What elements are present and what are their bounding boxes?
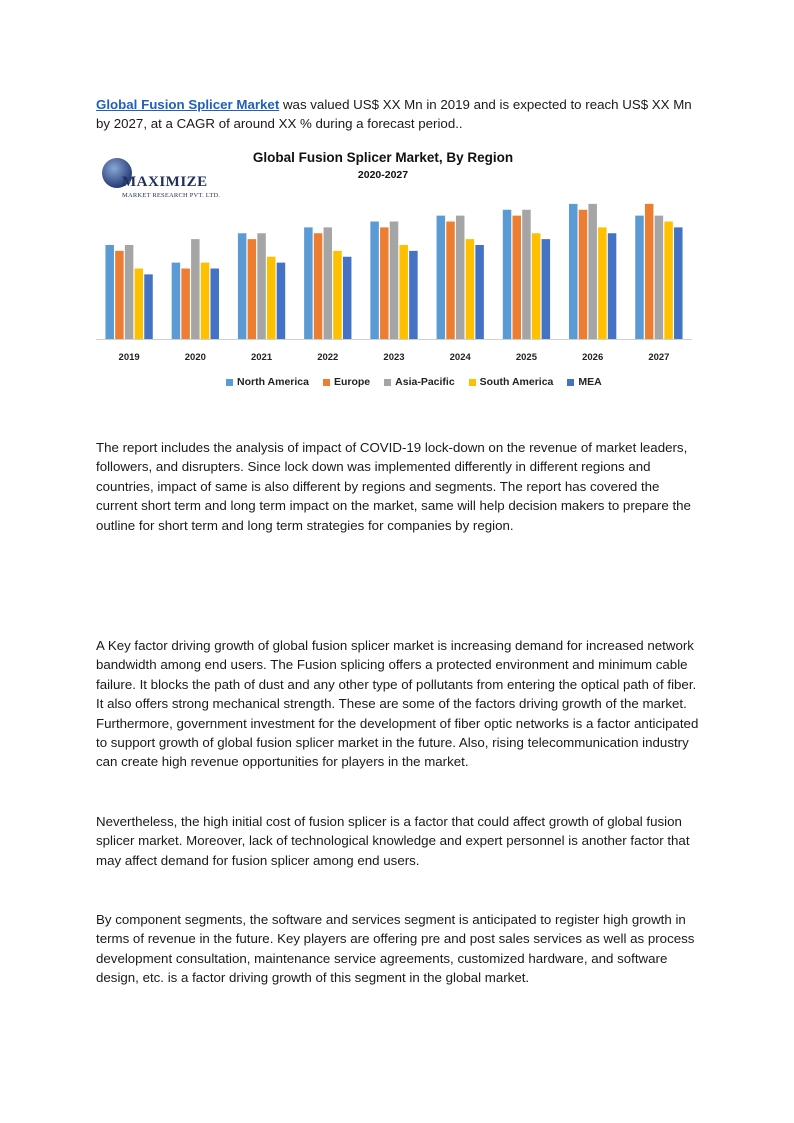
bar-asia-pacific-2027 bbox=[655, 216, 664, 339]
bar-north-america-2021 bbox=[238, 233, 247, 339]
region-chart bbox=[96, 146, 696, 396]
chart-subtitle: 2020-2027 bbox=[357, 169, 409, 181]
x-tick-label: 2023 bbox=[383, 352, 405, 363]
legend-item bbox=[384, 376, 455, 388]
bar-asia-pacific-2021 bbox=[257, 233, 266, 339]
logo-main-text: MAXIMIZE bbox=[122, 174, 208, 190]
bar-mea-2022 bbox=[343, 257, 352, 339]
bar-south-america-2022 bbox=[333, 251, 342, 339]
bar-mea-2021 bbox=[277, 263, 286, 339]
bar-mea-2020 bbox=[210, 269, 219, 340]
bar-north-america-2025 bbox=[503, 210, 512, 339]
bar-south-america-2023 bbox=[399, 245, 408, 339]
x-tick-label: 2022 bbox=[317, 352, 339, 363]
legend-swatch bbox=[469, 379, 476, 386]
bar-south-america-2025 bbox=[532, 233, 541, 339]
bar-mea-2024 bbox=[475, 245, 484, 339]
bar-mea-2023 bbox=[409, 251, 418, 339]
x-tick-label: 2021 bbox=[250, 352, 273, 363]
bar-south-america-2024 bbox=[466, 239, 475, 339]
chart-title: Global Fusion Splicer Market, By Region bbox=[252, 150, 514, 165]
covid-paragraph: The report includes the analysis of impact of COVID-19 lock-down on the revenue of market leaders, followers, and disrupters. Since lock down was implemented differently in different regions and countries, impact of same is also different by regions and segments. The report has covered the current short term and long term impact on the market, same will help decision makers to prepare the outline for short term and long term strategies for companies by region. bbox=[96, 440, 691, 533]
bar-europe-2019 bbox=[115, 251, 124, 339]
bar-europe-2024 bbox=[446, 222, 455, 340]
bar-europe-2026 bbox=[579, 210, 588, 339]
legend-label: Europe bbox=[333, 376, 371, 388]
legend-swatch bbox=[384, 379, 391, 386]
legend-label: Asia-Pacific bbox=[395, 376, 455, 388]
bar-south-america-2019 bbox=[135, 269, 144, 340]
bar-asia-pacific-2024 bbox=[456, 216, 465, 339]
legend-label: South America bbox=[479, 376, 554, 388]
growth-factors-paragraph: A Key factor driving growth of global fusion splicer market is increasing demand for increased network bandwidth among end users. The Fusion splicing offers a protected environment and minimum cable failure. It blocks the path of dust and any other type of pollutants from entering the optical path of fiber. It also offers strong mechanical strength. These are some of the factors driving growth of the market. Furthermore, government investment for the development of fiber optic networks is a factor anticipated to support growth of global fusion splicer market in the future. Also, rising telecommunication industry can create high revenue opportunities for players in the market. bbox=[96, 638, 699, 770]
bar-south-america-2027 bbox=[664, 222, 673, 340]
bar-asia-pacific-2019 bbox=[125, 245, 134, 339]
bar-europe-2023 bbox=[380, 227, 389, 339]
bar-asia-pacific-2022 bbox=[324, 227, 333, 339]
legend-swatch bbox=[226, 379, 233, 386]
bar-north-america-2024 bbox=[437, 216, 446, 339]
restraints-paragraph: Nevertheless, the high initial cost of fusion splicer is a factor that could affect growth of global fusion splicer market. Moreover, lack of technological knowledge and expert personnel is another factor that may affect demand for fusion splicer among end users. bbox=[96, 814, 690, 868]
bar-south-america-2021 bbox=[267, 257, 276, 339]
bar-mea-2026 bbox=[608, 233, 617, 339]
legend-swatch bbox=[567, 379, 574, 386]
bar-asia-pacific-2025 bbox=[522, 210, 531, 339]
legend-item bbox=[469, 376, 554, 388]
bar-north-america-2020 bbox=[172, 263, 181, 339]
x-tick-label: 2026 bbox=[582, 352, 604, 363]
legend-label: North America bbox=[237, 376, 309, 388]
bar-north-america-2027 bbox=[635, 216, 644, 339]
legend-label: MEA bbox=[578, 376, 602, 388]
bar-south-america-2020 bbox=[201, 263, 210, 339]
legend-item bbox=[567, 376, 601, 388]
bar-north-america-2022 bbox=[304, 227, 313, 339]
chart-legend bbox=[226, 376, 602, 388]
x-tick-label: 2027 bbox=[648, 352, 670, 363]
bar-europe-2022 bbox=[314, 233, 323, 339]
bar-north-america-2023 bbox=[370, 222, 379, 340]
bar-north-america-2026 bbox=[569, 204, 578, 339]
bar-europe-2027 bbox=[645, 204, 654, 339]
bar-north-america-2019 bbox=[105, 245, 114, 339]
legend-swatch bbox=[323, 379, 330, 386]
bar-south-america-2026 bbox=[598, 227, 607, 339]
x-tick-label: 2020 bbox=[184, 352, 206, 363]
logo-sub-text: MARKET RESEARCH PVT. LTD. bbox=[122, 192, 221, 199]
chart-plot bbox=[96, 146, 696, 371]
bar-asia-pacific-2020 bbox=[191, 239, 200, 339]
market-link[interactable]: Global Fusion Splicer Market bbox=[96, 97, 280, 112]
bar-europe-2021 bbox=[248, 239, 257, 339]
component-segments-paragraph: By component segments, the software and services segment is anticipated to register high growth in terms of revenue in the future. Key players are offering pre and post sales services as well as process development consultation, maintenance service agreements, customized hardware, and software design, etc. is a factor driving growth of this segment in the global market. bbox=[96, 912, 695, 986]
legend-item bbox=[226, 376, 309, 388]
bar-europe-2025 bbox=[512, 216, 521, 339]
bar-mea-2027 bbox=[674, 227, 683, 339]
x-tick-label: 2025 bbox=[515, 352, 538, 363]
legend-item bbox=[323, 376, 370, 388]
intro-paragraph bbox=[96, 95, 700, 134]
x-tick-label: 2019 bbox=[118, 352, 140, 363]
bar-europe-2020 bbox=[181, 269, 190, 340]
bar-asia-pacific-2023 bbox=[390, 222, 399, 340]
intro-text: was valued US$ XX Mn in 2019 and is expected to reach US$ XX Mn by 2027, at a CAGR of around XX % during a forecast period.. bbox=[96, 97, 692, 132]
bar-asia-pacific-2026 bbox=[588, 204, 597, 339]
bar-mea-2025 bbox=[542, 239, 551, 339]
x-tick-label: 2024 bbox=[449, 352, 471, 363]
bar-mea-2019 bbox=[144, 274, 153, 339]
